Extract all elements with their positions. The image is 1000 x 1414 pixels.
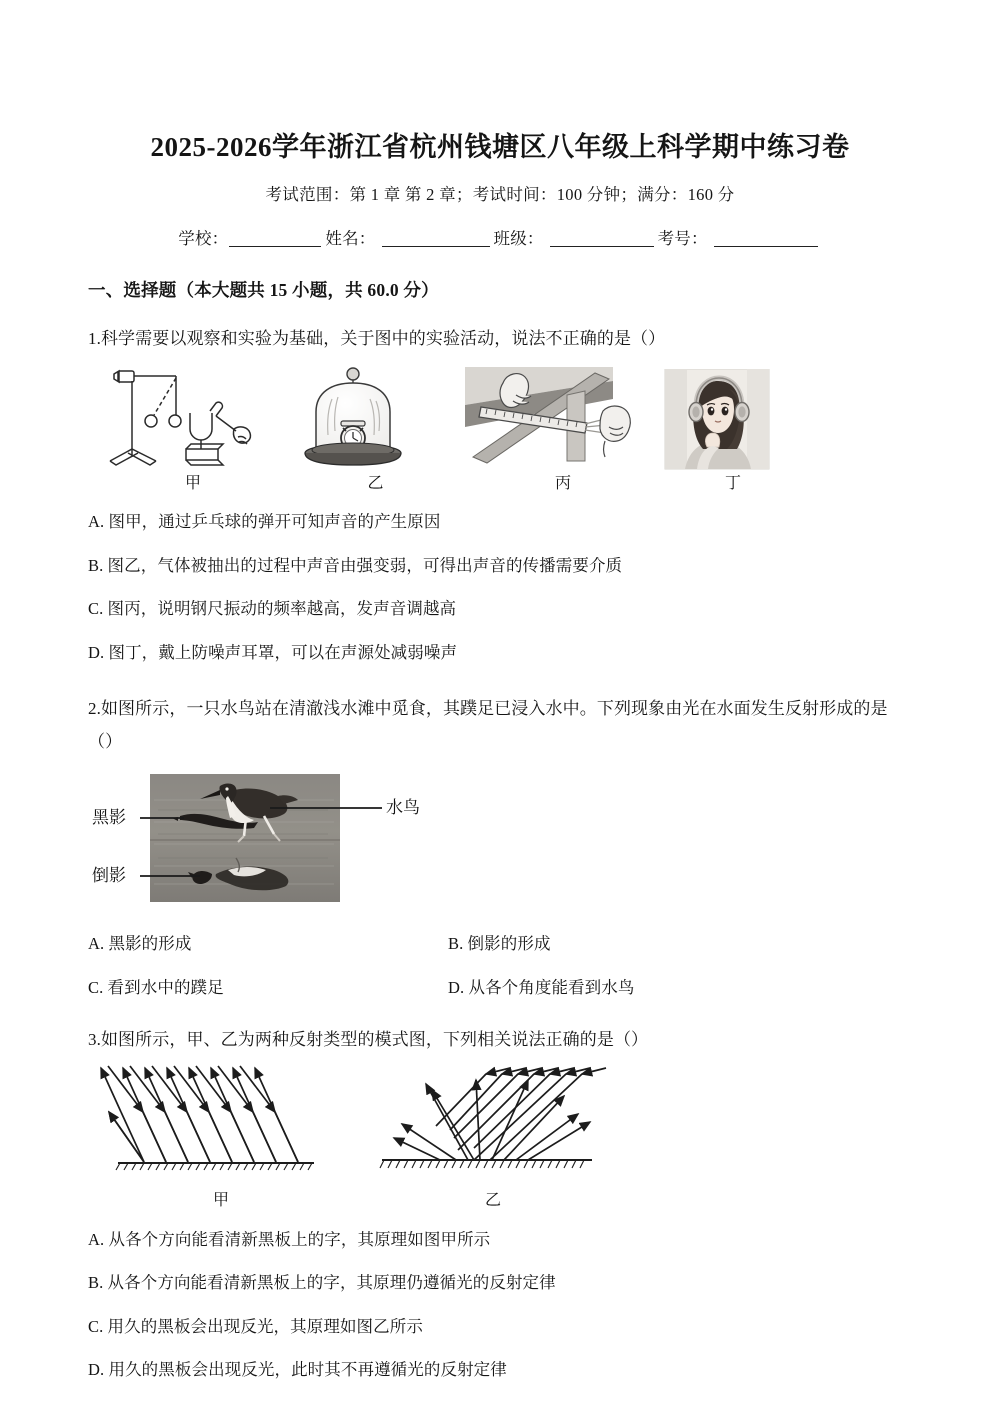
field-school-label: 学校： (178, 228, 229, 248)
water-bird-reflection-photo (88, 770, 568, 910)
field-class (494, 225, 658, 249)
steel-ruler-table-edge-vibration-experiment (463, 365, 643, 473)
figure-diffuse-reflection (368, 1060, 618, 1210)
figure-bing-steel-ruler (463, 365, 663, 493)
question-2-figure (88, 770, 912, 912)
page-title: 2025-2026学年浙江省杭州钱塘区八年级上科学期中练习卷 (150, 132, 850, 162)
question-3-option-c[interactable]: C. 用久的黑板会出现反光，其原理如图乙所示 (88, 1316, 423, 1336)
question-1-option-d[interactable]: D. 图丁，戴上防噪声耳罩，可以在声源处减弱噪声 (88, 642, 458, 662)
question-3-stem (88, 1023, 912, 1056)
girl-wearing-noise-cancelling-earmuffs (663, 369, 771, 473)
question-3-options (88, 1227, 912, 1384)
field-school-blank[interactable] (229, 230, 321, 247)
question-3-option-a[interactable]: A. 从各个方向能看清新黑板上的字，其原理如图甲所示 (88, 1229, 491, 1249)
label-water-bird: 水鸟 (386, 798, 420, 818)
field-exam-number-label: 考号： (657, 228, 708, 248)
figure-caption-diffuse: 乙 (484, 1192, 501, 1210)
question-2-option-a[interactable]: A. 黑影的形成 (88, 934, 192, 954)
question-1-stem (88, 322, 912, 355)
question-1-option-a[interactable]: A. 图甲，通过乒乓球的弹开可知声音的产生原因 (88, 512, 441, 532)
label-inverted-reflection: 倒影 (92, 866, 126, 886)
question-2-stem (88, 692, 912, 758)
field-exam-number (658, 225, 822, 249)
question-1-text: 科学需要以观察和实验为基础，关于图中的实验活动，说法不正确的是（） (100, 328, 666, 348)
specular-reflection-diagram (96, 1060, 336, 1188)
section-heading-choice: 一、选择题（本大题共 15 小题，共 60.0 分） (88, 279, 439, 300)
tuning-fork-ping-pong-ball-experiment (98, 365, 258, 473)
figure-jia-tuning-fork (98, 365, 288, 493)
figure-yi-bell-jar (288, 365, 463, 493)
field-name (325, 225, 493, 249)
field-name-label: 姓名： (325, 228, 376, 248)
question-3-option-b[interactable]: B. 从各个方向能看清新黑板上的字，其原理仍遵循光的反射定律 (88, 1273, 556, 1293)
question-3-text: 如图所示，甲、乙为两种反射类型的模式图，下列相关说法正确的是（） (100, 1030, 649, 1050)
diffuse-reflection-diagram (368, 1060, 608, 1188)
question-3-number: 3. (88, 1030, 101, 1050)
bell-jar-alarm-clock-vacuum-experiment (288, 365, 418, 473)
label-black-shadow: 黑影 (92, 808, 126, 828)
field-class-blank[interactable] (550, 230, 654, 247)
field-exam-number-blank[interactable] (714, 230, 818, 247)
question-1 (88, 322, 912, 355)
field-school (178, 225, 325, 249)
figure-specular-reflection (96, 1060, 346, 1210)
question-1-options (88, 509, 912, 666)
field-name-blank[interactable] (382, 230, 490, 247)
question-2-option-d[interactable]: D. 从各个角度能看到水鸟 (448, 977, 635, 997)
figure-caption-bing: 丙 (554, 474, 571, 492)
figure-caption-ding: 丁 (724, 474, 741, 492)
question-3 (88, 1023, 912, 1056)
question-2-options (88, 914, 912, 1001)
question-1-number: 1. (88, 328, 101, 348)
question-1-option-c[interactable]: C. 图丙，说明钢尺振动的频率越高，发声音调越高 (88, 599, 457, 619)
question-3-figures (88, 1060, 912, 1210)
figure-caption-specular: 甲 (212, 1192, 229, 1210)
page-content (88, 0, 912, 1383)
field-class-label: 班级： (493, 228, 544, 248)
question-2-text: 如图所示，一只水鸟站在清澈浅水滩中觅食，其蹼足已浸入水中。下列现象由光在水面发生反射形成的是（） (88, 699, 888, 752)
question-2-number: 2. (88, 699, 101, 719)
student-info-row (88, 225, 912, 249)
question-1-figures (88, 365, 912, 493)
question-2-option-c[interactable]: C. 看到水中的蹼足 (88, 977, 224, 997)
figure-caption-jia: 甲 (184, 474, 201, 492)
figure-caption-yi: 乙 (367, 474, 384, 492)
question-2-option-b[interactable]: B. 倒影的形成 (448, 934, 551, 954)
exam-subtitle: 考试范围：第 1 章 第 2 章；考试时间：100 分钟；满分：160 分 (265, 184, 735, 204)
figure-ding-earmuffs (663, 369, 803, 493)
question-1-option-b[interactable]: B. 图乙，气体被抽出的过程中声音由强变弱，可得出声音的传播需要介质 (88, 555, 623, 575)
question-3-option-d[interactable]: D. 用久的黑板会出现反光，此时其不再遵循光的反射定律 (88, 1360, 507, 1380)
question-2 (88, 692, 912, 758)
